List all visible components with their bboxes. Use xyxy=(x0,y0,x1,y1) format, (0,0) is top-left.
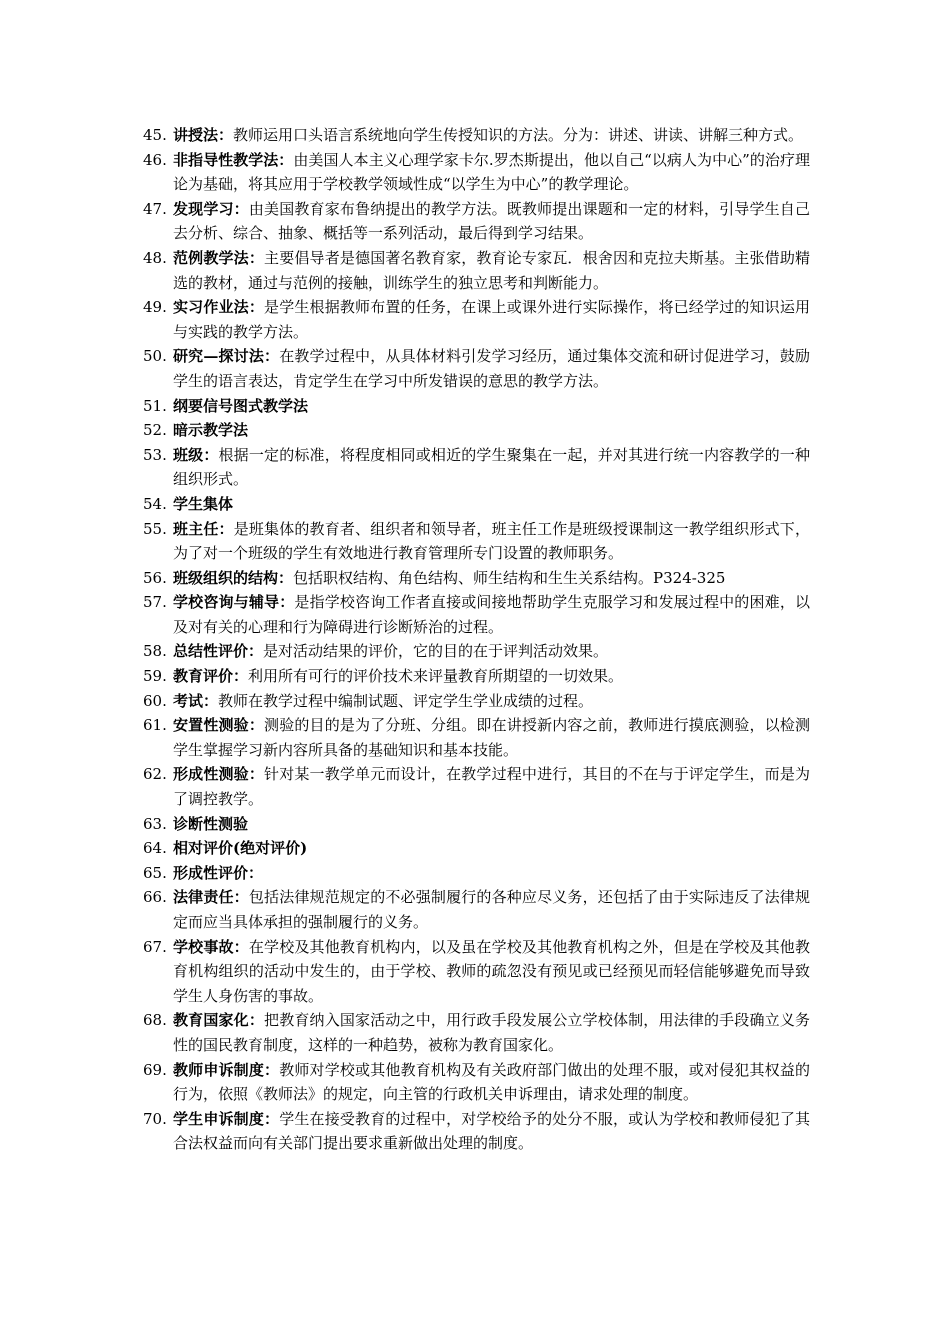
item-definition: 把教育纳入国家活动之中，用行政手段发展公立学校体制，用法律的手段确立义务性的国民教育制度，这样的一种趋势，被称为教育国家化。 xyxy=(173,1011,810,1054)
item-number: 51. xyxy=(143,396,167,415)
item-number: 62. xyxy=(143,765,167,784)
item-definition: 是学生根据教师布置的任务，在课上或课外进行实际操作，将已经学过的知识运用与实践的教学方法。 xyxy=(173,298,810,341)
item-term: 学校咨询与辅导： xyxy=(173,593,295,612)
item-term: 形成性测验： xyxy=(173,765,265,784)
item-number: 57. xyxy=(143,593,167,612)
list-item xyxy=(143,689,810,714)
item-definition: 测验的目的是为了分班、分组。即在讲授新内容之前，教师进行摸底测验，以检测学生掌握学习新内容所具备的基础知识和基本技能。 xyxy=(173,716,810,759)
item-number: 47. xyxy=(143,199,167,218)
item-number: 54. xyxy=(143,494,167,513)
list-item xyxy=(143,836,810,861)
item-number: 49. xyxy=(143,298,167,317)
item-term: 暗示教学法 xyxy=(173,421,249,440)
item-term: 形成性评价： xyxy=(173,863,264,882)
list-item xyxy=(143,762,810,811)
item-term: 教育国家化： xyxy=(173,1011,265,1030)
item-term: 发现学习： xyxy=(173,199,249,218)
list-item xyxy=(143,123,810,148)
list-item xyxy=(143,344,810,393)
item-definition: 由美国教育家布鲁纳提出的教学方法。既教师提出课题和一定的材料，引导学生自己去分析、综合、抽象、概括等一系列活动，最后得到学习结果。 xyxy=(173,199,810,243)
item-number: 64. xyxy=(143,839,167,858)
list-item xyxy=(143,197,810,246)
item-definition: 利用所有可行的评价技术来评量教育所期望的一切效果。 xyxy=(248,667,624,686)
item-term: 安置性测验： xyxy=(173,716,265,735)
item-definition: 包括职权结构、角色结构、师生结构和生生关系结构。P324-325 xyxy=(293,568,726,587)
item-term: 非指导性教学法： xyxy=(173,150,294,169)
item-number: 45. xyxy=(143,126,167,144)
item-term: 班级组织的结构： xyxy=(173,568,294,587)
item-definition: 教师运用口头语言系统地向学生传授知识的方法。分为：讲述、讲读、讲解三种方式。 xyxy=(233,126,804,144)
item-number: 48. xyxy=(143,248,167,267)
item-term: 班级： xyxy=(173,445,219,464)
item-number: 53. xyxy=(143,445,167,464)
list-item xyxy=(143,566,810,591)
list-item xyxy=(143,394,810,419)
item-number: 61. xyxy=(143,716,167,735)
item-term: 学校事故： xyxy=(173,937,249,956)
item-term: 相对评价(绝对评价) xyxy=(173,839,308,858)
item-term: 范例教学法： xyxy=(173,248,265,267)
item-number: 60. xyxy=(143,691,167,710)
item-definition: 是指学校咨询工作者直接或间接地帮助学生克服学习和发展过程中的困难，以及对有关的心理和行为障碍进行诊断矫治的过程。 xyxy=(173,593,810,636)
item-number: 55. xyxy=(143,519,167,538)
item-definition: 根据一定的标准，将程度相同或相近的学生聚集在一起，并对其进行统一内容教学的一种组织形式。 xyxy=(173,445,810,489)
item-definition: 在学校及其他教育机构内，以及虽在学校及其他教育机构之外，但是在学校及其他教育机构组织的活动中发生的，由于学校、教师的疏忽没有预见或已经预见而轻信能够避免而导致学生人身伤害的事故。 xyxy=(173,937,810,1005)
item-term: 教育评价： xyxy=(173,667,249,686)
item-definition: 教师在教学过程中编制试题、评定学生学业成绩的过程。 xyxy=(218,691,594,710)
list-item xyxy=(143,443,810,492)
list-item xyxy=(143,812,810,837)
item-definition: 学生在接受教育的过程中，对学校给予的处分不服，或认为学校和教师侵犯了其合法权益而向有关部门提出要求重新做出处理的制度。 xyxy=(173,1109,810,1153)
item-number: 63. xyxy=(143,814,167,833)
list-item xyxy=(143,418,810,443)
list-item xyxy=(143,295,810,344)
item-term: 教师申诉制度： xyxy=(173,1060,280,1079)
item-definition: 由美国人本主义心理学家卡尔.罗杰斯提出，他以自己“以病人为中心”的治疗理论为基础，将其应用于学校教学领域性成“以学生为中心”的教学理论。 xyxy=(173,150,810,194)
item-term: 总结性评价： xyxy=(173,642,264,661)
list-item xyxy=(143,1107,810,1156)
list-item xyxy=(143,246,810,295)
list-item xyxy=(143,1058,810,1107)
item-number: 50. xyxy=(143,347,167,366)
item-term: 学生集体 xyxy=(173,494,234,513)
item-definition: 在教学过程中，从具体材料引发学习经历，通过集体交流和研讨促进学习，鼓励学生的语言表达，肯定学生在学习中所发错误的意思的教学方法。 xyxy=(173,347,810,390)
document-page xyxy=(143,123,810,1156)
item-definition: 针对某一教学单元而设计，在教学过程中进行，其目的不在与于评定学生，而是为了调控教学。 xyxy=(173,765,810,809)
item-number: 66. xyxy=(143,888,167,907)
item-number: 56. xyxy=(143,568,167,587)
item-number: 46. xyxy=(143,150,167,169)
item-term: 讲授法： xyxy=(173,126,234,144)
item-term: 诊断性测验 xyxy=(173,814,249,833)
item-definition: 是对活动结果的评价，它的目的在于评判活动效果。 xyxy=(263,642,609,661)
item-number: 58. xyxy=(143,642,167,661)
item-number: 52. xyxy=(143,421,167,440)
item-term: 班主任： xyxy=(173,519,234,538)
list-item xyxy=(143,517,810,566)
list-item xyxy=(143,148,810,197)
item-number: 68. xyxy=(143,1011,167,1030)
item-number: 67. xyxy=(143,937,167,956)
list-item xyxy=(143,664,810,689)
item-term: 实习作业法： xyxy=(173,298,265,317)
item-definition: 教师对学校或其他教育机构及有关政府部门做出的处理不服，或对侵犯其权益的行为，依照《教师法》的规定，向主管的行政机关申诉理由，请求处理的制度。 xyxy=(173,1060,810,1104)
list-item xyxy=(143,885,810,934)
list-item xyxy=(143,1008,810,1057)
item-number: 65. xyxy=(143,863,167,882)
item-number: 69. xyxy=(143,1060,167,1079)
item-term: 纲要信号图式教学法 xyxy=(173,396,309,415)
list-item xyxy=(143,639,810,664)
list-item xyxy=(143,935,810,1009)
list-item xyxy=(143,861,810,886)
item-definition: 包括法律规范规定的不必强制履行的各种应尽义务，还包括了由于实际违反了法律规定而应当具体承担的强制履行的义务。 xyxy=(173,888,810,931)
item-number: 70. xyxy=(143,1109,167,1128)
list-item xyxy=(143,713,810,762)
item-definition: 主要倡导者是德国著名教育家，教育论专家瓦．根舍因和克拉夫斯基。主张借助精选的教材，通过与范例的接触，训练学生的独立思考和判断能力。 xyxy=(173,248,810,292)
item-number: 59. xyxy=(143,667,167,686)
item-term: 学生申诉制度： xyxy=(173,1109,280,1128)
item-term: 法律责任： xyxy=(173,888,249,907)
list-item xyxy=(143,590,810,639)
item-term: 考试： xyxy=(173,691,219,710)
item-term: 研究—探讨法： xyxy=(173,347,280,366)
list-item xyxy=(143,492,810,517)
item-definition: 是班集体的教育者、组织者和领导者，班主任工作是班级授课制这一教学组织形式下，为了对一个班级的学生有效地进行教育管理所专门设置的教师职务。 xyxy=(173,519,810,563)
